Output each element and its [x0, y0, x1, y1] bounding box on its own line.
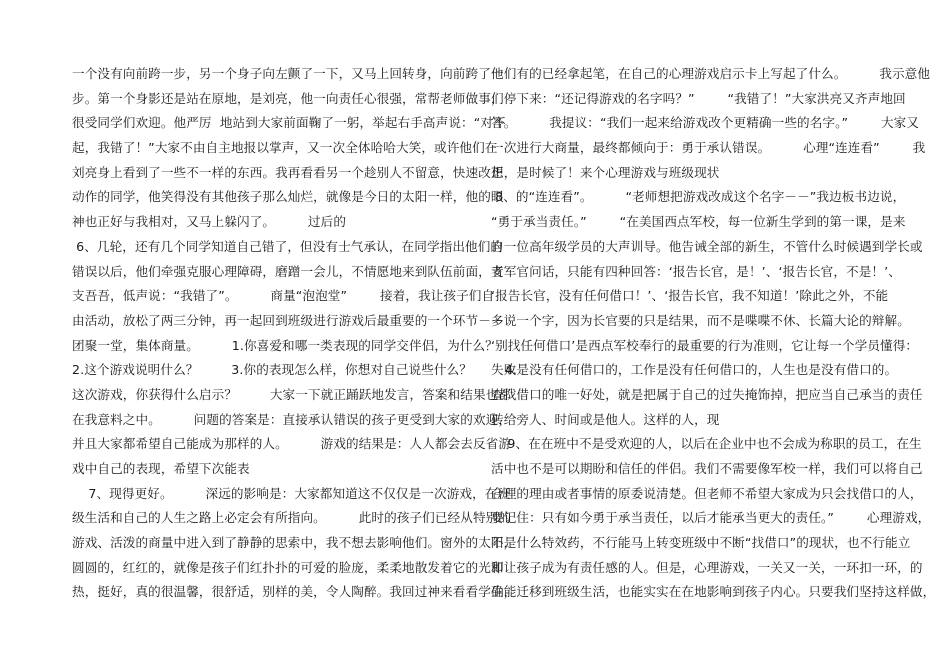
text-line: 自一位高年级学员的大声训导。他告诫全部的新生，不管什么时候遇到学长或	[491, 238, 923, 254]
text-line: 游戏、活泼的商量中进入到了静静的思索中，我不想去影响他们。窗外的太阳，	[72, 535, 517, 551]
text-line: 一个没有向前跨一步，另一个身子向左颤了一下，又马上回转身，向前跨了一	[72, 66, 504, 81]
text-line: 6、几轮，还有几个同学知道自己错了，但没有士气承认，在同学指出他们的	[72, 238, 504, 254]
right-text-column	[491, 62, 936, 662]
text-line: 要记住：只有如今勇于承当责任，以后才能承当更大的责任。” 心理游戏，	[491, 510, 931, 526]
text-line: 神也正好与我相对，又马上躲闪了。 过后的	[72, 214, 347, 230]
text-line: 查找借口的唯一好处，就是把属于自己的过失掩饰掉，把应当自己承当的责任	[491, 386, 923, 402]
text-line: 动作的同学，他笑得没有其他孩子那么灿烂，就像是今日的太阳一样，他的眼	[72, 189, 504, 205]
text-line: 这次游戏，你获得什么启示？ 大家一下就正踊跃地发言，答案和结果也都	[72, 386, 512, 402]
text-line: 团聚一堂，集体商量。 1.你喜爱和哪一类表现的同学交伴侣，为什么？	[72, 337, 498, 353]
text-line: 支吾吾，低声说：“我错了”。 商量“泡泡堂” 接着，我让孩子们自	[72, 288, 495, 304]
text-line: 答。 我提议：“我们一起来给游戏改个更精确一些的名字。” 大家又	[491, 115, 920, 131]
text-line: 7、现得更好。 深远的影响是：大家都知道这不仅仅是一次游戏，在班	[72, 485, 511, 501]
text-line: 刘亮身上看到了一些不一样的东西。我再看看另一个趁别人不留意，快速改正	[72, 164, 504, 180]
text-line: ‘别找任何借口’是西点军校奉行的最重要的行为准则，它让每一个学员懂得：	[491, 337, 919, 353]
text-line: 即让孩子成为有责任感的人。但是，心理游戏，一关又一关，一环扣一环，的	[491, 559, 923, 575]
text-line: 并且大家都希望自己能成为那样的人。 游戏的结果是：人人都会去反省游	[72, 436, 512, 452]
text-line: 者军官问话，只能有四种回答：‘报告长官，是！’、‘报告长官，不是！’、	[491, 263, 901, 279]
text-line: 级生活和自己的人生之路上必定会有所指向。 此时的孩子们已经从特别的	[72, 510, 512, 526]
text-line: 步。第一个身影还是站在原地，是刘亮，他一向责任心很强，常帮老师做事，	[72, 90, 504, 106]
text-line: 错误以后，他们牵强克服心理障碍，磨蹭一会儿，不情愿地来到队伍前面，支	[72, 263, 504, 279]
text-line: 在我意料之中。 问题的答案是：直接承认错误的孩子更受到大家的欢迎，	[72, 411, 512, 427]
text-line: 合理的理由或者事情的原委说清楚。但老师不希望大家成为只会找借口的人，	[491, 485, 923, 501]
text-line: “勇于承当责任。” “在美国西点军校，每一位新生学到的第一课，是来	[491, 214, 906, 230]
text-line: 圆圆的，红红的，就像是孩子们红扑扑的可爱的脸庞，柔柔地散发着它的光和	[72, 559, 504, 575]
text-line: 们停下来：“还记得游戏的名字吗？” “我错了！”大家洪亮又齐声地回	[491, 90, 906, 106]
left-text-column	[72, 62, 518, 662]
text-line: 由活动，放松了两三分钟，再一起回到班级进行游戏后最重要的一个环节－－	[72, 312, 504, 328]
text-line: 失败是没有任何借口的，工作是没有任何借口的，人生也是没有借口的。	[491, 362, 898, 378]
text-line: 他们有的已经拿起笔，在自己的心理游戏启示卡上写起了什么。 我示意他	[491, 66, 931, 81]
text-line: 转给旁人、时间或是他人。这样的人，现	[491, 411, 720, 427]
text-line: 很受同学们欢迎。他严厉 地站到大家前面鞠了一躬，举起右手高声说：“对不	[72, 115, 506, 131]
text-line: 8、的“连连看”。 “老师想把游戏改成这个名字－－”我边板书边说，	[491, 189, 906, 205]
text-line: 2.这个游戏说明什么？ 3.你的表现怎么样，你想对自己说些什么？ 4.	[72, 362, 518, 378]
text-line: 热，挺好，真的很温馨，很舒适，别样的美，令人陶醉。我回过神来看看学生，	[72, 584, 517, 600]
text-line: 想，是时候了！来个心理游戏与班级现状	[491, 164, 720, 180]
text-line: 9、在在班中不是受欢迎的人，以后在企业中也不会成为称职的员工，在生	[491, 436, 922, 452]
text-line: 戏中自己的表现，希望下次能表	[72, 461, 250, 476]
text-line: 确能迁移到班级生活，也能实实在在地影响到孩子内心。只要我们坚持这样做，	[491, 584, 936, 600]
text-line: 一次进行大商量，最终都倾向于：勇于承认错误。 心理“连连看” 我	[491, 140, 926, 156]
text-line: 活中也不是可以期盼和信任的伴侣。我们不需要像军校一样，我们可以将自己	[491, 461, 923, 476]
text-line: 不是什么特效药，不行能马上转变班级中不断“找借口”的现状，也不行能立	[491, 535, 911, 551]
text-line: ‘报告长官，没有任何借口！’、‘报告长官，我不知道！’除此之外，不能	[491, 288, 889, 304]
text-line: 起，我错了！”大家不由自主地报以掌声，又一次全体哈哈大笑，或许他们在	[72, 140, 498, 156]
text-line: 多说一个字，因为长官要的只是结果，而不是喋喋不休、长篇大论的辩解。	[491, 312, 910, 328]
